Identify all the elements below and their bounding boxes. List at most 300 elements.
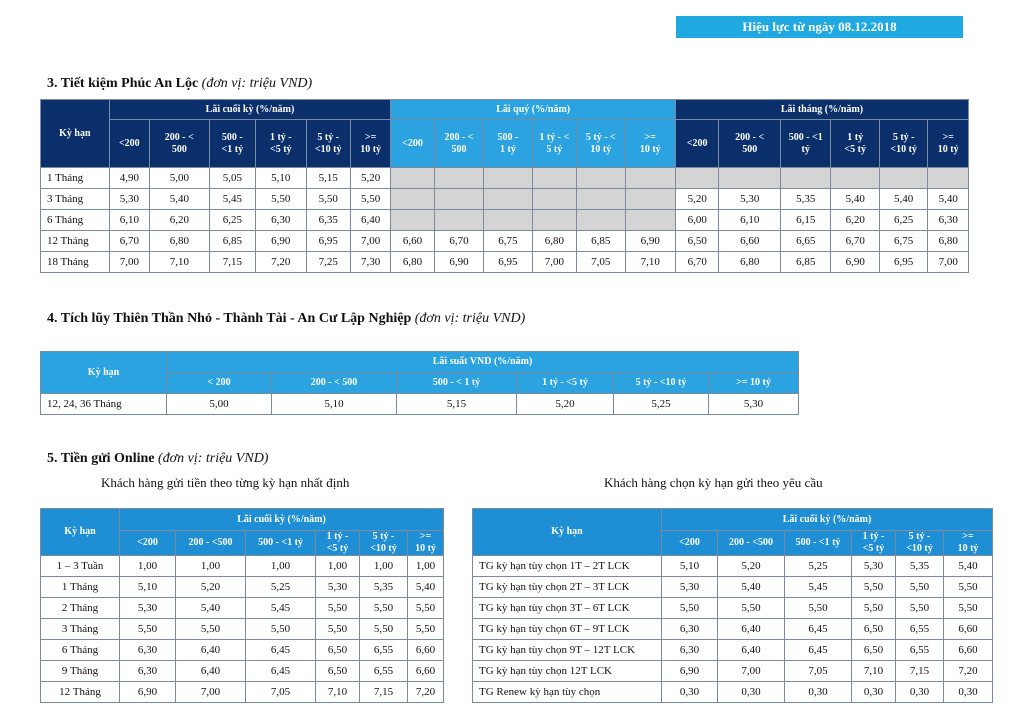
subheader-line: >= <box>644 131 656 143</box>
table-cell: 6,00 <box>676 210 719 231</box>
table-cell: 5,30 <box>316 577 360 598</box>
empty-cell <box>577 168 625 189</box>
table-cell: 6,50 <box>316 661 360 682</box>
table-cell: 5,50 <box>306 189 350 210</box>
table-cell: 5,20 <box>176 577 246 598</box>
subheader-cell <box>852 531 896 556</box>
table-row <box>41 661 444 682</box>
empty-cell <box>831 168 879 189</box>
table-cell: 5,45 <box>246 598 316 619</box>
table-row <box>41 189 969 210</box>
table-cell: 6,85 <box>209 231 255 252</box>
section-5-unit: (đơn vị: triệu VND) <box>157 451 269 466</box>
table-cell: 5,00 <box>167 394 272 415</box>
table-cell: 5,50 <box>256 189 306 210</box>
table-cell: 6,70 <box>434 231 483 252</box>
table-cell: 6,40 <box>176 640 246 661</box>
table-cell: 7,10 <box>852 661 896 682</box>
table-cell: 6,85 <box>577 231 625 252</box>
col-ky-han: Kỳ hạn <box>41 352 167 394</box>
subheader-line: 200 - <500 <box>728 537 774 548</box>
table-cell: 6,45 <box>785 619 852 640</box>
subheader-cell <box>109 120 149 168</box>
table-cell: 5,40 <box>879 189 927 210</box>
table-cell: 5,50 <box>944 598 993 619</box>
table-cell: 7,00 <box>109 252 149 273</box>
subheader-line: 500 - <1 tỷ <box>258 537 303 548</box>
row-label: 3 Tháng <box>41 619 120 640</box>
table-row <box>473 556 993 577</box>
subheader-cell <box>391 120 434 168</box>
table-row <box>473 619 993 640</box>
subheader-line: 10 tỷ <box>639 143 661 155</box>
row-label: TG kỳ hạn tùy chọn 1T – 2T LCK <box>473 556 662 577</box>
table-cell: 6,45 <box>246 661 316 682</box>
table-cell: 7,10 <box>150 252 210 273</box>
subheader-line: <5 tỷ <box>862 543 885 554</box>
row-label: 1 Tháng <box>41 577 120 598</box>
subheader-line: <200 <box>402 137 423 149</box>
table-cell: 5,50 <box>360 598 408 619</box>
table-cell: 7,00 <box>176 682 246 703</box>
section-4-heading: 4. Tích lũy Thiên Thần Nhỏ - Thành Tài - An Cư Lập Nghiệp <box>47 311 412 326</box>
table-cell: 7,20 <box>408 682 444 703</box>
subheader-line: 1 tỷ <box>499 143 516 155</box>
table-cell: 6,90 <box>434 252 483 273</box>
table-row <box>473 598 993 619</box>
table-online-custom-term <box>472 508 993 703</box>
table-cell: 5,50 <box>896 598 944 619</box>
subheader-cell <box>944 531 993 556</box>
table-cell: 6,60 <box>408 640 444 661</box>
row-label: TG kỳ hạn tùy chọn 6T – 9T LCK <box>473 619 662 640</box>
table-cell: 5,40 <box>944 556 993 577</box>
section-3-title <box>47 76 312 92</box>
table-cell: 7,05 <box>785 661 852 682</box>
table-cell: 6,80 <box>928 231 969 252</box>
table-cell: 5,50 <box>944 577 993 598</box>
empty-cell <box>484 210 532 231</box>
table-cell: 6,80 <box>532 231 576 252</box>
subheader-line: >= <box>419 531 432 542</box>
table-cell: 1,00 <box>176 556 246 577</box>
col-ky-han: Kỳ hạn <box>473 509 662 556</box>
table-cell: 6,55 <box>360 661 408 682</box>
table-row <box>41 682 444 703</box>
table-row <box>41 210 969 231</box>
table-cell: 6,20 <box>150 210 210 231</box>
section-4-unit: (đơn vị: triệu VND) <box>414 311 526 326</box>
row-label: 6 Tháng <box>41 640 120 661</box>
empty-cell <box>532 168 576 189</box>
subheader-line: 5 tỷ - <box>892 131 915 143</box>
table-cell: 5,30 <box>662 577 718 598</box>
table-cell: 6,10 <box>109 210 149 231</box>
table-cell: 6,55 <box>896 619 944 640</box>
subheader-line: 1 tỷ <box>847 131 864 143</box>
table-cell: 6,90 <box>120 682 176 703</box>
table-cell: 6,15 <box>780 210 830 231</box>
table-cell: 5,35 <box>896 556 944 577</box>
table-cell: 6,65 <box>780 231 830 252</box>
table-cell: 0,30 <box>718 682 785 703</box>
subheader-line: 500 - <box>221 131 243 143</box>
empty-cell <box>484 168 532 189</box>
effective-date-banner: Hiệu lực từ ngày 08.12.2018 <box>676 16 963 38</box>
empty-cell <box>434 168 483 189</box>
online-right-caption: Khách hàng chọn kỳ hạn gửi theo yêu cầu <box>604 475 823 490</box>
table-cell: 7,00 <box>350 231 390 252</box>
subheader-cell <box>246 531 316 556</box>
table-cell: 5,05 <box>209 168 255 189</box>
subheader-line: 10 tỷ <box>937 143 959 155</box>
table-cell: 7,00 <box>928 252 969 273</box>
table-cell: 7,05 <box>577 252 625 273</box>
section-3-heading: 3. Tiết kiệm Phúc An Lộc <box>47 76 199 91</box>
empty-cell <box>532 189 576 210</box>
table-cell: 5,45 <box>785 577 852 598</box>
table-cell: 7,20 <box>944 661 993 682</box>
empty-cell <box>676 168 719 189</box>
row-label: 12 Tháng <box>41 682 120 703</box>
table-cell: 5,50 <box>316 619 360 640</box>
table-cell: 5,50 <box>785 598 852 619</box>
table-cell: 5,20 <box>718 556 785 577</box>
empty-cell <box>532 210 576 231</box>
subheader-line: 10 tỷ <box>360 143 382 155</box>
subheader-line: 200 - < <box>164 131 194 143</box>
empty-cell <box>577 210 625 231</box>
row-label: 6 Tháng <box>41 210 110 231</box>
subheader-line: 1 tỷ - <box>269 131 292 143</box>
col-ky-han: Kỳ hạn <box>41 100 110 168</box>
subheader-line: 200 - < <box>735 131 765 143</box>
table-row <box>473 640 993 661</box>
table-cell: 6,50 <box>316 640 360 661</box>
table-cell: 5,25 <box>614 394 709 415</box>
table-cell: 6,25 <box>879 210 927 231</box>
subheader-cell <box>780 120 830 168</box>
table-cell: 5,40 <box>408 577 444 598</box>
subheader-cell: 500 - < 1 tỷ <box>397 373 517 394</box>
online-left-caption: Khách hàng gửi tiền theo từng kỳ hạn nhất định <box>101 475 350 490</box>
group-lai-thang: Lãi tháng (%/năm) <box>676 100 969 120</box>
empty-cell <box>625 189 675 210</box>
subheader-cell <box>316 531 360 556</box>
row-label: TG kỳ hạn tùy chọn 3T – 6T LCK <box>473 598 662 619</box>
table-cell: 6,30 <box>120 640 176 661</box>
table-cell: 6,90 <box>256 231 306 252</box>
table-cell: 7,10 <box>316 682 360 703</box>
group-lai-quy: Lãi quý (%/năm) <box>391 100 676 120</box>
subheader-line: 5 tỷ - <box>317 131 340 143</box>
table-cell: 6,60 <box>719 231 781 252</box>
empty-cell <box>391 210 434 231</box>
empty-cell <box>391 168 434 189</box>
table-cell: 5,40 <box>176 598 246 619</box>
subheader-line: <5 tỷ <box>326 543 349 554</box>
table-cell: 6,30 <box>928 210 969 231</box>
table-cell: 6,10 <box>719 210 781 231</box>
subheader-line: 200 - <500 <box>188 537 233 548</box>
table-cell: 6,90 <box>625 231 675 252</box>
subheader-line: <10 tỷ <box>890 143 917 155</box>
table-cell: 6,60 <box>408 661 444 682</box>
table-cell: 6,30 <box>120 661 176 682</box>
row-label: 3 Tháng <box>41 189 110 210</box>
row-label: TG kỳ hạn tùy chọn 2T – 3T LCK <box>473 577 662 598</box>
table-row <box>41 168 969 189</box>
table-cell: 5,20 <box>517 394 614 415</box>
subheader-line: <200 <box>137 537 158 548</box>
subheader-cell <box>896 531 944 556</box>
table-cell: 0,30 <box>852 682 896 703</box>
table-cell: 5,00 <box>150 168 210 189</box>
table-cell: 5,40 <box>831 189 879 210</box>
table-cell: 6,80 <box>150 231 210 252</box>
table-cell: 6,40 <box>718 640 785 661</box>
row-label: 1 – 3 Tuần <box>41 556 120 577</box>
table-cell: 6,25 <box>209 210 255 231</box>
subheader-cell <box>718 531 785 556</box>
table-cell: 5,35 <box>360 577 408 598</box>
table-cell: 6,75 <box>484 231 532 252</box>
subheader-line: 500 <box>451 143 467 155</box>
table-cell: 5,50 <box>852 577 896 598</box>
table-cell: 0,30 <box>896 682 944 703</box>
empty-cell <box>577 189 625 210</box>
table-cell: 6,80 <box>719 252 781 273</box>
table-cell: 0,30 <box>944 682 993 703</box>
subheader-line: 500 - <1 tỷ <box>795 537 841 548</box>
table-cell: 6,90 <box>831 252 879 273</box>
table-cell: 7,25 <box>306 252 350 273</box>
table-cell: 6,85 <box>780 252 830 273</box>
table-cell: 5,10 <box>272 394 397 415</box>
subheader-line: 5 tỷ - < <box>585 131 616 143</box>
table-cell: 1,00 <box>120 556 176 577</box>
table-cell: 5,35 <box>780 189 830 210</box>
subheader-cell <box>120 531 176 556</box>
row-label: 1 Tháng <box>41 168 110 189</box>
empty-cell <box>391 189 434 210</box>
table-cell: 6,45 <box>246 640 316 661</box>
table-cell: 5,30 <box>709 394 799 415</box>
table-cell: 5,50 <box>662 598 718 619</box>
table-cell: 5,30 <box>852 556 896 577</box>
table-cell: 5,45 <box>209 189 255 210</box>
subheader-line: <10 tỷ <box>314 143 342 155</box>
table-cell: 5,15 <box>306 168 350 189</box>
table-row <box>41 598 444 619</box>
table-cell: 7,15 <box>896 661 944 682</box>
table-cell: 7,00 <box>718 661 785 682</box>
table-cell: 7,05 <box>246 682 316 703</box>
table-cell: 5,50 <box>316 598 360 619</box>
table-phuc-an-loc <box>40 99 969 273</box>
table-cell: 6,35 <box>306 210 350 231</box>
subheader-cell <box>625 120 675 168</box>
table-cell: 5,50 <box>718 598 785 619</box>
table-cell: 1,00 <box>408 556 444 577</box>
group-lai-cuoi-ky: Lãi cuối kỳ (%/năm) <box>109 100 391 120</box>
group-lai-cuoi-ky: Lãi cuối kỳ (%/năm) <box>120 509 444 531</box>
section-4-title <box>47 311 525 327</box>
table-cell: 6,50 <box>852 619 896 640</box>
subheader-cell <box>676 120 719 168</box>
row-label: 2 Tháng <box>41 598 120 619</box>
table-cell: 5,40 <box>718 577 785 598</box>
table-cell: 5,50 <box>176 619 246 640</box>
subheader-cell <box>306 120 350 168</box>
table-cell: 1,00 <box>360 556 408 577</box>
subheader-cell <box>662 531 718 556</box>
table-cell: 5,20 <box>350 168 390 189</box>
table-cell: 5,25 <box>246 577 316 598</box>
table-cell: 6,55 <box>896 640 944 661</box>
group-lai-cuoi-ky: Lãi cuối kỳ (%/năm) <box>662 509 993 531</box>
table-cell: 7,10 <box>625 252 675 273</box>
subheader-cell <box>879 120 927 168</box>
subheader-cell <box>532 120 576 168</box>
empty-cell <box>719 168 781 189</box>
subheader-cell <box>719 120 781 168</box>
table-cell: 5,10 <box>256 168 306 189</box>
row-label: 9 Tháng <box>41 661 120 682</box>
table-cell: 6,45 <box>785 640 852 661</box>
subheader-cell: < 200 <box>167 373 272 394</box>
table-cell: 6,75 <box>879 231 927 252</box>
table-cell: 6,70 <box>831 231 879 252</box>
table-row <box>473 577 993 598</box>
table-cell: 7,00 <box>532 252 576 273</box>
row-label: TG kỳ hạn tùy chọn 9T – 12T LCK <box>473 640 662 661</box>
subheader-line: >= <box>364 131 377 143</box>
table-cell: 5,50 <box>360 619 408 640</box>
table-row <box>41 640 444 661</box>
table-cell: 6,60 <box>944 619 993 640</box>
table-cell: 6,30 <box>256 210 306 231</box>
subheader-cell <box>484 120 532 168</box>
table-cell: 1,00 <box>246 556 316 577</box>
table-row <box>41 231 969 252</box>
row-label: TG kỳ hạn tùy chọn 12T LCK <box>473 661 662 682</box>
subheader-line: <200 <box>118 137 140 149</box>
empty-cell <box>434 210 483 231</box>
table-cell: 5,30 <box>109 189 149 210</box>
subheader-line: 10 tỷ <box>590 143 612 155</box>
subheader-line: 5 tỷ - <box>372 531 395 542</box>
table-cell: 6,40 <box>718 619 785 640</box>
subheader-line: >= <box>942 131 954 143</box>
subheader-cell <box>209 120 255 168</box>
table-row <box>41 252 969 273</box>
table-cell: 6,55 <box>360 640 408 661</box>
table-cell: 6,50 <box>676 231 719 252</box>
empty-cell <box>625 210 675 231</box>
table-cell: 5,50 <box>408 619 444 640</box>
subheader-cell <box>360 531 408 556</box>
subheader-line: 10 tỷ <box>957 543 979 554</box>
table-cell: 6,70 <box>109 231 149 252</box>
table-cell: 7,15 <box>360 682 408 703</box>
table-cell: 6,70 <box>676 252 719 273</box>
subheader-line: 5 tỷ <box>546 143 563 155</box>
table-row <box>473 661 993 682</box>
subheader-cell: >= 10 tỷ <box>709 373 799 394</box>
table-cell: 5,10 <box>120 577 176 598</box>
subheader-line: tỷ <box>801 143 810 155</box>
col-ky-han: Kỳ hạn <box>41 509 120 556</box>
subheader-line: 500 - <box>497 131 519 143</box>
empty-cell <box>928 168 969 189</box>
section-5-heading: 5. Tiền gửi Online <box>47 451 155 466</box>
table-cell: 5,40 <box>150 189 210 210</box>
subheader-line: <200 <box>686 137 708 149</box>
subheader-cell: 200 - < 500 <box>272 373 397 394</box>
subheader-cell <box>928 120 969 168</box>
table-cell: 5,10 <box>662 556 718 577</box>
subheader-cell <box>785 531 852 556</box>
subheader-cell <box>434 120 483 168</box>
row-label: 12 Tháng <box>41 231 110 252</box>
row-label: TG Renew kỳ hạn tùy chọn <box>473 682 662 703</box>
table-cell: 5,50 <box>246 619 316 640</box>
table-online-fixed-term <box>40 508 444 703</box>
subheader-line: 1 tỷ - < <box>539 131 570 143</box>
table-cell: 6,60 <box>391 231 434 252</box>
row-label: 18 Tháng <box>41 252 110 273</box>
subheader-line: 500 <box>171 143 187 155</box>
table-row <box>41 577 444 598</box>
subheader-line: 500 <box>742 143 758 155</box>
table-cell: 6,30 <box>662 640 718 661</box>
subheader-line: <10 tỷ <box>906 543 933 554</box>
subheader-line: 200 - < <box>444 131 474 143</box>
subheader-cell: 1 tỷ - <5 tỷ <box>517 373 614 394</box>
section-5-title <box>47 451 268 467</box>
table-cell: 6,95 <box>879 252 927 273</box>
subheader-line: <1 tỷ <box>221 143 244 155</box>
table-cell: 7,20 <box>256 252 306 273</box>
table-cell: 6,30 <box>662 619 718 640</box>
table-cell: 6,50 <box>852 640 896 661</box>
table-cell: 5,20 <box>676 189 719 210</box>
table-cell: 7,30 <box>350 252 390 273</box>
table-tich-luy <box>40 351 799 415</box>
table-cell: 0,30 <box>662 682 718 703</box>
subheader-line: 5 tỷ - <box>908 531 931 542</box>
table-cell: 5,25 <box>785 556 852 577</box>
empty-cell <box>780 168 830 189</box>
subheader-cell <box>350 120 390 168</box>
table-cell: 5,40 <box>928 189 969 210</box>
empty-cell <box>434 189 483 210</box>
table-cell: 6,90 <box>662 661 718 682</box>
empty-cell <box>484 189 532 210</box>
table-cell: 5,30 <box>120 598 176 619</box>
section-3-unit: (đơn vị: triệu VND) <box>201 76 313 91</box>
table-cell: 4,90 <box>109 168 149 189</box>
subheader-cell <box>408 531 444 556</box>
subheader-cell <box>256 120 306 168</box>
table-cell: 5,50 <box>408 598 444 619</box>
table-cell: 5,50 <box>852 598 896 619</box>
table-row <box>41 619 444 640</box>
table-cell: 5,15 <box>397 394 517 415</box>
table-cell: 6,95 <box>306 231 350 252</box>
table-cell: 7,15 <box>209 252 255 273</box>
